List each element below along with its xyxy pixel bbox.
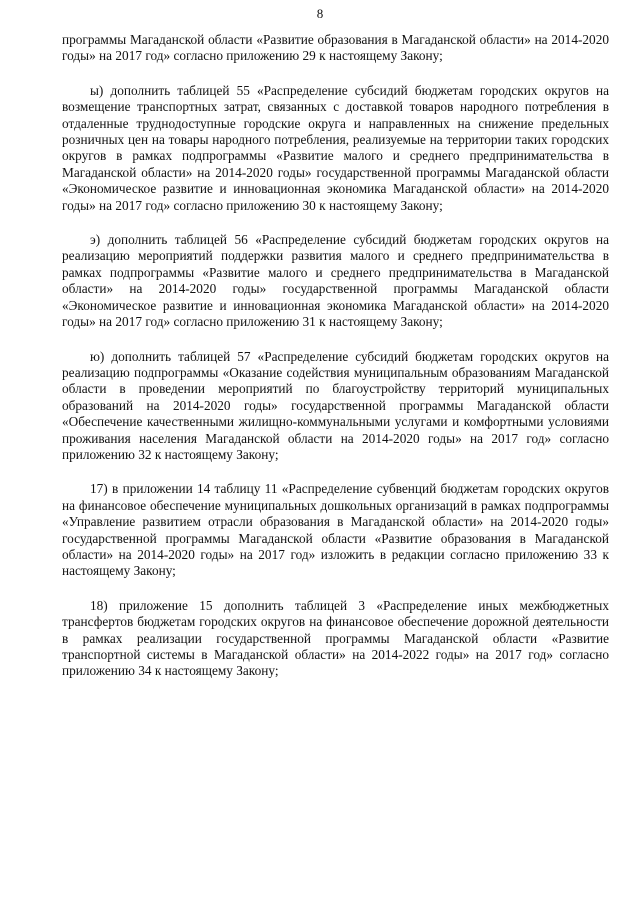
paragraph-item-y: ы) дополнить таблицей 55 «Распределение субсидий бюджетам городских округов на возмещение транспортных затрат, связанных с доставкой товаров народного потребления в отдаленные труднодоступные городские округа и направленных на снижение предельных розничных цен на товары народного потребления, реализуемые на территории таких городских округов в рамках подпрограммы «Развитие малого и среднего предпринимательства в Магаданской области» на 2014-2020 годы» государственной программы Магаданской области «Экономическое развитие и инновационная экономика Магаданской области» на 2014-2020 годы» на 2017 год» согласно приложению 30 к настоящему Закону;	[62, 82, 609, 213]
paragraph-item-18: 18) приложение 15 дополнить таблицей 3 «Распределение иных межбюджетных трансфертов бюджетам городских округов на финансовое обеспечение дорожной деятельности в рамках реализации государственной программы Магаданской области «Развитие транспортной системы в Магаданской области» на 2014-2022 годы» на 2017 год» согласно приложению 34 к настоящему Закону;	[62, 597, 609, 679]
page-number: 8	[316, 6, 324, 21]
paragraph-item-e: э) дополнить таблицей 56 «Распределение субсидий бюджетам городских округов на реализацию мероприятий поддержки развития малого и среднего предпринимательства в рамках подпрограммы «Развитие малого и среднего предпринимательства в Магаданской области» на 2014-2020 годы» государственной программы Магаданской области «Экономическое развитие и инновационная экономика Магаданской области» на 2014-2020 годы» на 2017 год» согласно приложению 31 к настоящему Закону;	[62, 232, 609, 330]
paragraph-continuation: программы Магаданской области «Развитие образования в Магаданской области» на 2014-2020 годы» на 2017 год» согласно приложению 29 к настоящему Закону;	[62, 32, 609, 64]
document-body	[62, 32, 609, 698]
paragraph-item-yu: ю) дополнить таблицей 57 «Распределение субсидий бюджетам городских округов на реализацию подпрограммы «Оказание содействия муниципальным образованиям Магаданской области в проведении мероприятий по благоустройству территорий муниципальных образований на 2014-2020 годы» государственной программы Магаданской области «Обеспечение качественными жилищно-коммунальными услугами и комфортными условиями проживания населения Магаданской области на 2014-2020 годы» на 2017 год» согласно приложению 32 к настоящему Закону;	[62, 348, 609, 462]
paragraph-item-17: 17) в приложении 14 таблицу 11 «Распределение субвенций бюджетам городских округов на финансовое обеспечение муниципальных дошкольных организаций в рамках подпрограммы «Управление развитием отрасли образования в Магаданской области» на 2014-2020 годы» государственной программы Магаданской области «Развитие образования в Магаданской области» на 2014-2020 годы» на 2017 год» изложить в редакции согласно приложению 33 к настоящему Закону;	[62, 481, 609, 579]
